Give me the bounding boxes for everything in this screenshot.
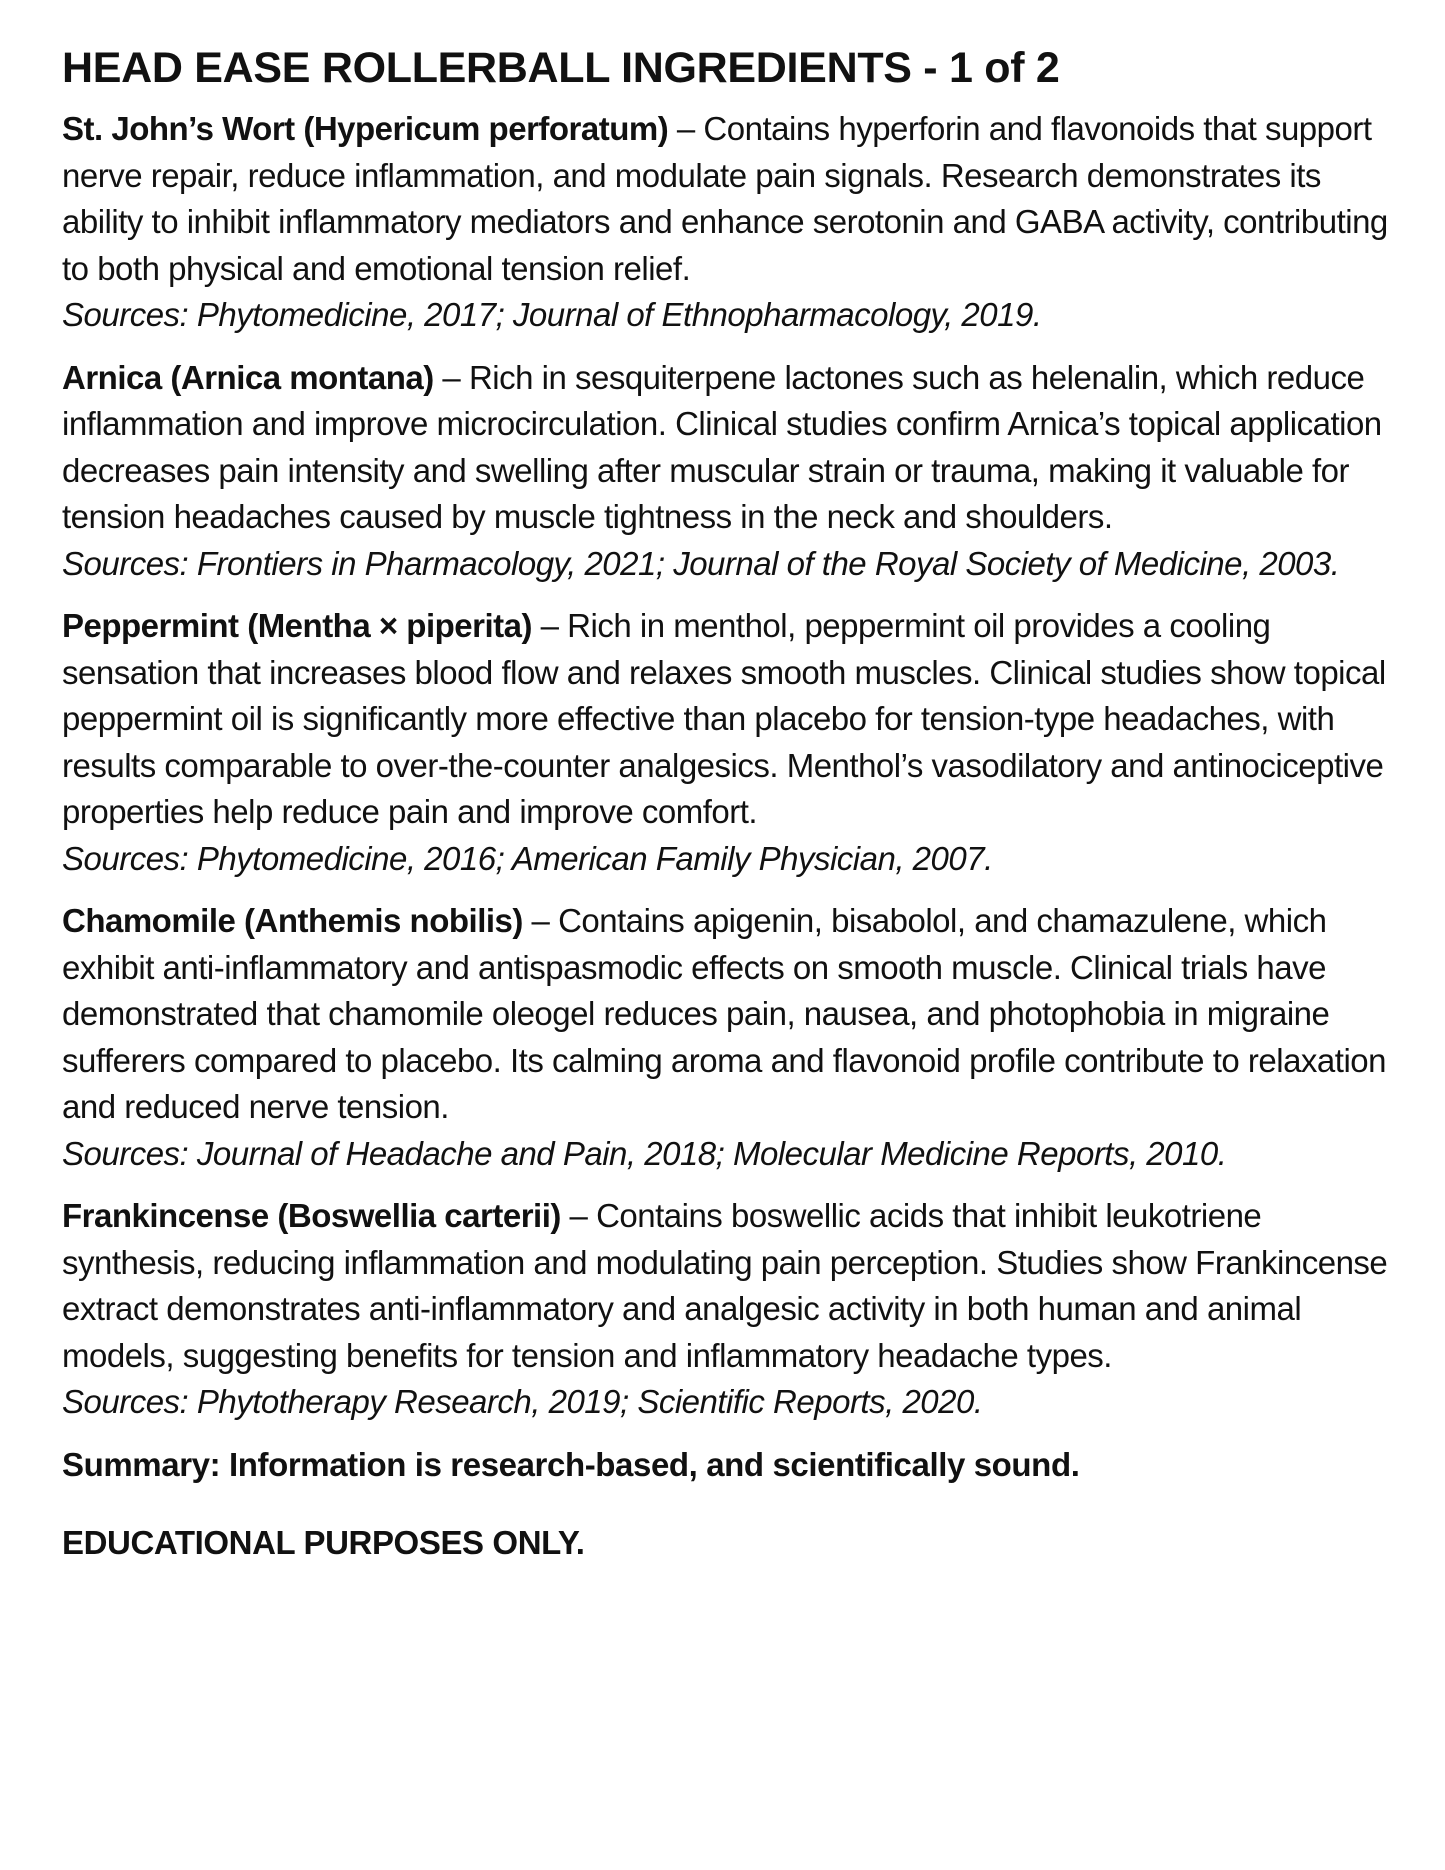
ingredient-description xyxy=(62,106,1402,292)
ingredient-description xyxy=(62,355,1402,541)
ingredient-sources: Sources: Frontiers in Pharmacology, 2021; Journal of the Royal Society of Medicine, 2003. xyxy=(62,544,1340,582)
ingredient-name: St. John’s Wort (Hypericum perforatum) xyxy=(62,110,669,147)
ingredient-text: – Rich in menthol, peppermint oil provides a cooling sensation that increases blood flow and relaxes smooth muscles. Clinical studies show topical peppermint oil is significantly more effective than placebo for tension-type headaches, with results comparable to over-the-counter analgesics. Menthol’s vasodilatory and antinociceptive properties help reduce pain and improve comfort. xyxy=(62,607,1386,830)
ingredient-name: Arnica (Arnica montana) xyxy=(62,358,434,396)
ingredient-entry-frankincense xyxy=(62,1193,1402,1426)
ingredient-name: Frankincense (Boswellia carterii) xyxy=(62,1197,561,1234)
ingredient-text: – Contains apigenin, bisabolol, and chamazulene, which exhibit anti-inflammatory and antispasmodic effects on smooth muscle. Clinical trials have demonstrated that chamomile oleogel reduces pain, nausea, and photophobia in migraine sufferers compared to placebo. Its calming aroma and flavonoid profile contribute to relaxation and reduced nerve tension. xyxy=(62,902,1386,1125)
ingredient-description xyxy=(62,898,1402,1131)
ingredient-name: Chamomile (Anthemis nobilis) xyxy=(62,902,523,939)
ingredient-text: – Rich in sesquiterpene lactones such as helenalin, which reduce inflammation and improve microcirculation. Clinical studies confirm Arnica’s topical application decreases pain intensity and swelling after muscular strain or trauma, making it valuable for tension headaches caused by muscle tightness in the neck and shoulders. xyxy=(62,358,1382,535)
ingredient-description xyxy=(62,603,1402,836)
ingredient-sources: Sources: Phytomedicine, 2017; Journal of Ethnopharmacology, 2019. xyxy=(62,296,1042,333)
ingredient-entry-peppermint xyxy=(62,603,1402,882)
educational-disclaimer: EDUCATIONAL PURPOSES ONLY. xyxy=(62,1524,585,1561)
ingredient-description xyxy=(62,1193,1402,1379)
ingredient-sources: Sources: Phytomedicine, 2016; American Family Physician, 2007. xyxy=(62,839,993,877)
ingredient-text: – Contains hyperforin and flavonoids that support nerve repair, reduce inflammation, and modulate pain signals. Research demonstrates its ability to inhibit inflammatory mediators and enhance serotonin and GABA activity, contributing to both physical and emotional tension relief. xyxy=(62,110,1388,287)
document-title: HEAD EASE ROLLERBALL INGREDIENTS - 1 of 2 xyxy=(62,44,1060,92)
ingredient-name: Peppermint (Mentha × piperita) xyxy=(62,607,532,644)
ingredient-sources: Sources: Journal of Headache and Pain, 2018; Molecular Medicine Reports, 2010. xyxy=(62,1134,1227,1172)
ingredient-entry-st-johns-wort xyxy=(62,106,1402,339)
document-page xyxy=(62,40,1402,1567)
ingredient-sources: Sources: Phytotherapy Research, 2019; Scientific Reports, 2020. xyxy=(62,1383,983,1420)
ingredient-entry-arnica xyxy=(62,355,1402,588)
ingredient-entry-chamomile xyxy=(62,898,1402,1177)
ingredient-text: – Contains boswellic acids that inhibit leukotriene synthesis, reducing inflammation and modulating pain perception. Studies show Frankincense extract demonstrates anti-inflammatory and analgesic activity in both human and animal models, suggesting benefits for tension and inflammatory headache types. xyxy=(62,1197,1388,1374)
summary-statement: Summary: Information is research-based, and scientifically sound. xyxy=(62,1445,1080,1483)
